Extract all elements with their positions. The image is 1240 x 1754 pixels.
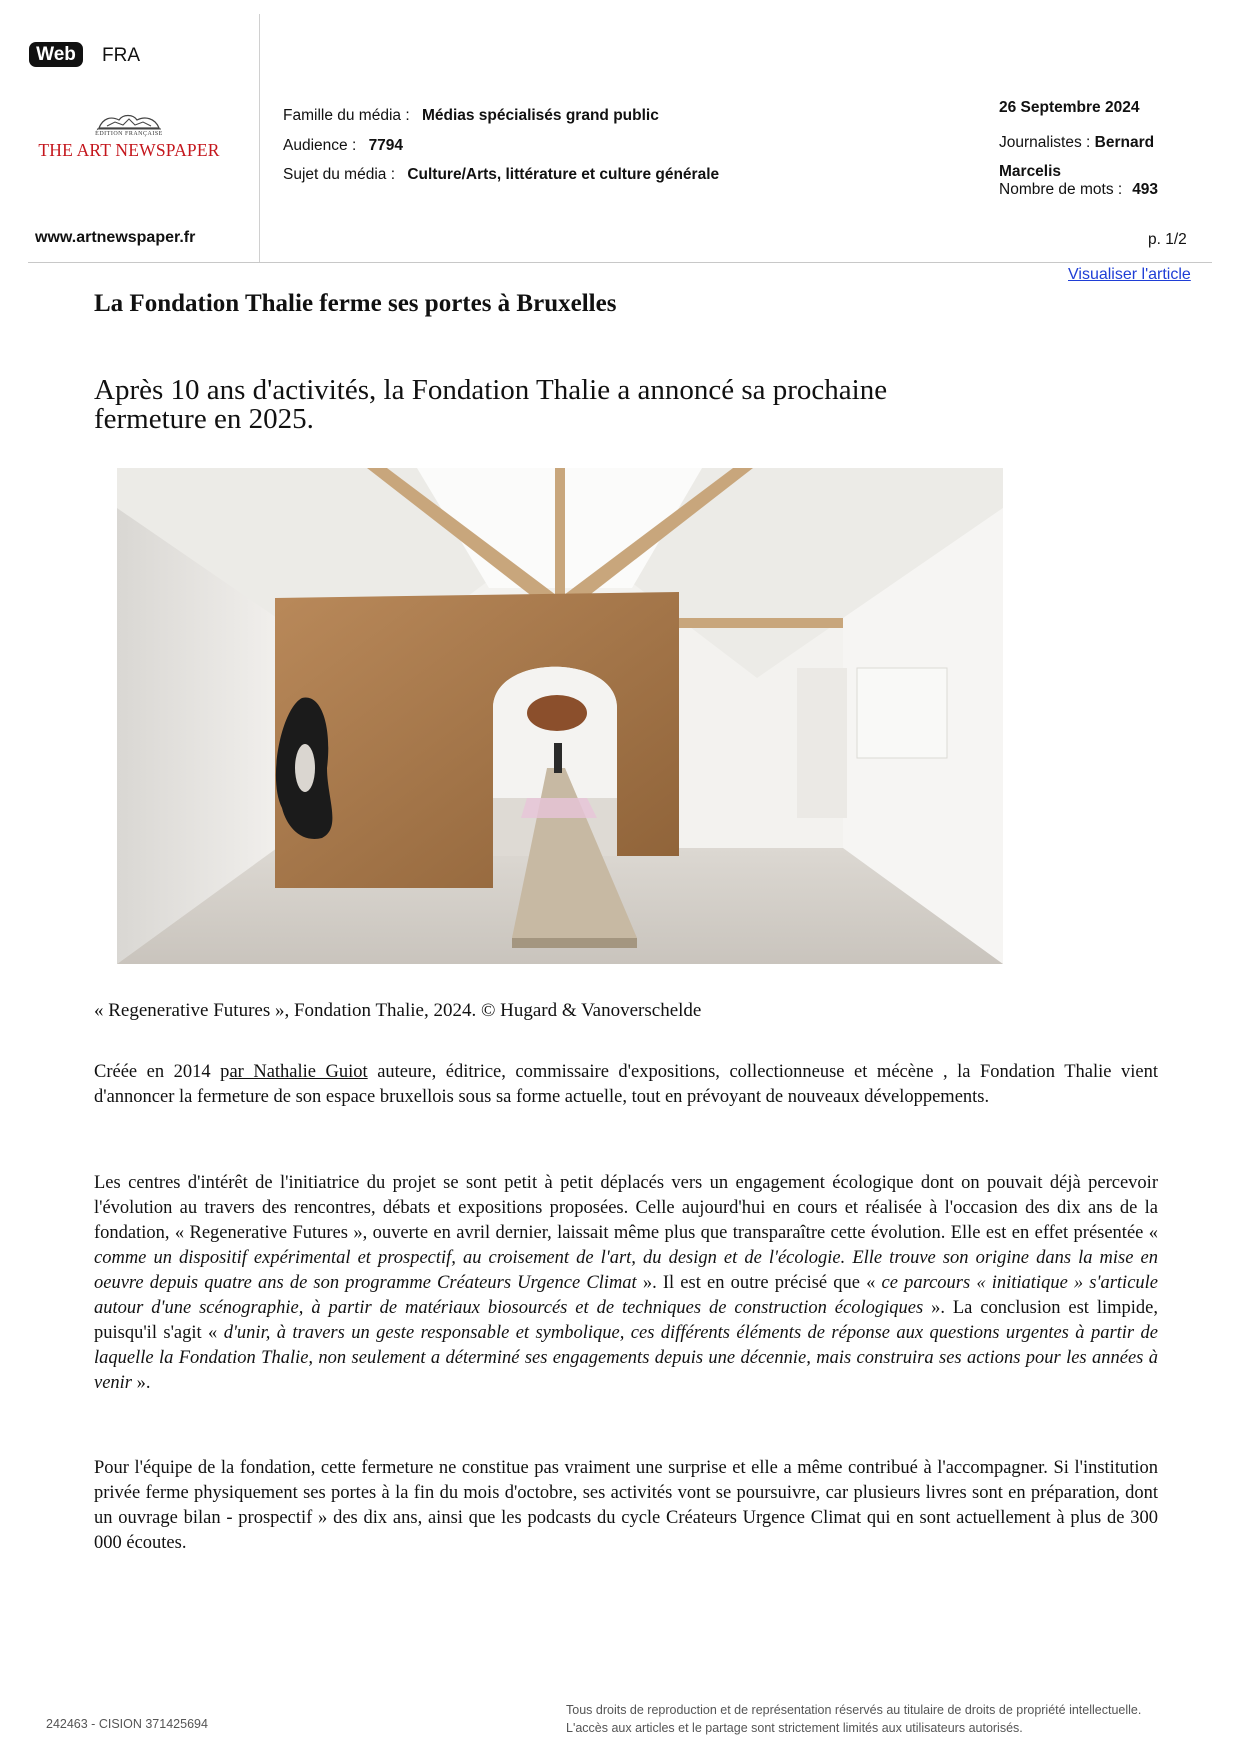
website-url: www.artnewspaper.fr [35,229,196,246]
p2-quote-1: comme un dispositif expérimental et prospectif, au croisement de l'art, du design et de l'écologie. Elle trouve son origine dans la mise en oeuvre depuis quatre ans de son programme Créateurs Urgence Climat [94,1248,1158,1293]
web-badge: Web [29,42,83,67]
p1-text-b: auteure, éditrice, commissaire d'expositions, collectionneuse et mécène , la Fondation Thalie vient d'annoncer la fermeture de son espace bruxellois sous sa forme actuelle, tout en prévoyant de nouveaux développements. [94,1062,1158,1107]
p2-text-b: ». Il est en outre précisé que « [636,1273,882,1293]
article-lead [94,376,994,434]
paragraph-2 [94,1171,1158,1396]
header-divider-horizontal [28,262,1212,263]
page-number: p. 1/2 [1148,231,1187,248]
journalist-first-name: Bernard [1094,134,1155,151]
header-divider-vertical [259,14,260,262]
journalists [999,128,1199,186]
word-count-label: Nombre de mots : [999,181,1123,198]
logo-title: THE ART NEWSPAPER [38,140,220,160]
copyright-notice [566,1701,1206,1737]
p2-quote-3: d'unir, à travers un geste responsable et symbolique, ces différents éléments de réponse aux questions urgentes à partir de laquelle la Fondation Thalie, non seulement a déterminé ses engagements depuis une décennie, mais construira ses actions pour les années à venir [94,1323,1158,1393]
journalist-last-name: Marcelis [999,163,1062,180]
lead-line-2: fermeture en 2025. [94,403,314,435]
p2-text-d: ». [132,1373,151,1393]
audience-value: 7794 [368,137,404,154]
article-title: La Fondation Thalie ferme ses portes à Bruxelles [94,290,617,317]
photo-caption: « Regenerative Futures », Fondation Thalie, 2024. © Hugard & Vanoverschelde [94,1000,702,1021]
rights-line-1: Tous droits de reproduction et de représentation réservés au titulaire de droits de propriété intellectuelle. [566,1703,1142,1717]
p2-quote-2: ce parcours « initiatique » s'articule autour d'une scénographie, à partir de matériaux biosourcés et de techniques de construction écologiques [94,1273,1159,1318]
p2-text-c: ». La conclusion est limpide, puisqu'il s'agit « [94,1298,1158,1343]
audience [283,137,403,155]
media-family-label: Famille du média : [283,107,410,124]
publication-date: 26 Septembre 2024 [999,99,1140,116]
document-id: 242463 - CISION 371425694 [46,1717,208,1731]
word-count [999,181,1158,199]
media-family-value: Médias spécialisés grand public [421,107,659,124]
paragraph-3: Pour l'équipe de la fondation, cette fermeture ne constitue pas vraiment une surprise et elle a même contribué à l'accompagner. Si l'institution privée ferme physiquement ses portes à la fin du mois d'octobre, ses activités vont se poursuivre, car plusieurs livres sont en préparation, dont un ouvrage bilan - prospectif » des dix ans, ainsi que les podcasts du cycle Créateurs Urgence Climat qui en sont actuellement à plus de 300 000 écoutes. [94,1458,1158,1553]
logo-subtitle: ÉDITION FRANÇAISE [95,131,163,137]
rights-line-2: L'accès aux articles et le partage sont strictement limités aux utilisateurs autorisés. [566,1721,1023,1735]
subject-value: Culture/Arts, littérature et culture générale [407,166,720,183]
logo-emblem-icon [89,110,169,132]
p2-text-a: Les centres d'intérêt de l'initiatrice du projet se sont petit à petit déplacés vers un engagement écologique dont on pouvait déjà percevoir l'évolution au travers des rencontres, débats et expositions proposées. Celle aujourd'hui en cours et réalisée à l'occasion des dix ans de la fondation, « Regenerative Futures », ouverte en avril dernier, laissait même plus que transparaître cette évolution. Elle est en effet présentée « [94,1173,1158,1243]
p1-text-a: Créée en 2014 p [94,1062,230,1082]
lead-line-1: Après 10 ans d'activités, la Fondation Thalie a annoncé sa prochaine [94,374,888,406]
word-count-value: 493 [1132,181,1159,198]
view-article-link[interactable]: Visualiser l'article [1068,266,1191,283]
media-subject [283,166,719,184]
paragraph-1 [94,1060,1158,1110]
audience-label: Audience : [283,137,357,154]
language-code: FRA [102,45,140,66]
media-logo [34,110,224,158]
author-link[interactable]: ar Nathalie Guiot [229,1062,368,1082]
subject-label: Sujet du média : [283,166,396,183]
article-photo [117,468,1003,964]
media-family [283,107,659,125]
journalists-label: Journalistes : [999,134,1091,151]
